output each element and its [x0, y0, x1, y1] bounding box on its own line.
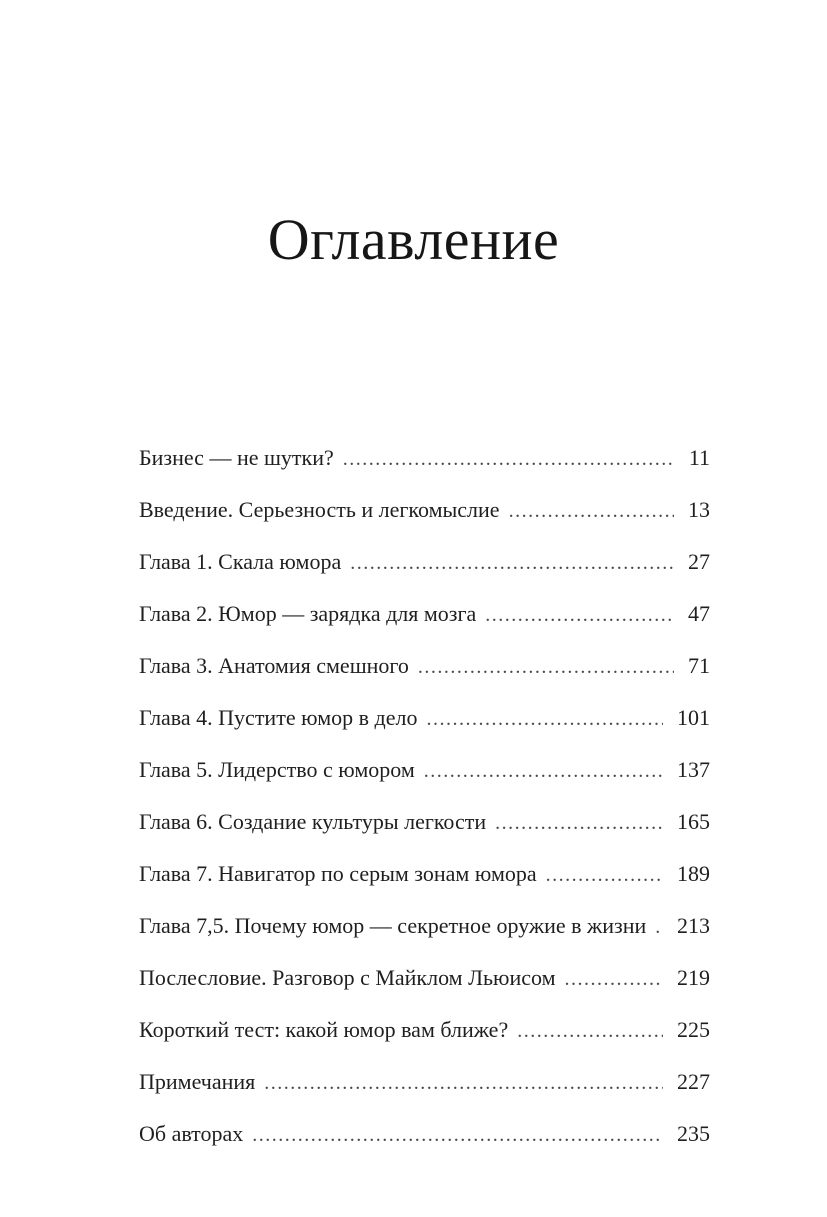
toc-entry-page-number: 13: [688, 496, 710, 522]
dot-leader: [565, 967, 663, 990]
toc-entry[interactable]: [139, 860, 710, 886]
toc-entry[interactable]: [139, 548, 710, 574]
dot-leader: [350, 551, 674, 574]
toc-entry-page-number: 71: [688, 652, 710, 678]
toc-entry-page-number: 47: [688, 600, 710, 626]
page-title: Оглавление: [267, 207, 560, 272]
toc-entry-label: Бизнес — не шутки?: [139, 444, 334, 470]
toc-entry-label: Глава 3. Анатомия смешного: [139, 652, 409, 678]
toc-entry-page-number: 101: [677, 704, 710, 730]
toc-entry-label: Глава 6. Создание культуры легкости: [139, 808, 487, 834]
table-of-contents: [139, 444, 710, 1146]
toc-entry-label: Примечания: [139, 1068, 256, 1094]
toc-entry-label: Короткий тест: какой юмор вам ближе?: [139, 1016, 509, 1042]
toc-entry-label: Об авторах: [139, 1120, 244, 1146]
toc-entry-label: Послесловие. Разговор с Майклом Льюисом: [139, 964, 556, 990]
dot-leader: [426, 707, 663, 730]
dot-leader: [485, 603, 674, 626]
toc-entry-label: Глава 4. Пустите юмор в дело: [139, 704, 418, 730]
toc-entry[interactable]: [139, 704, 710, 730]
dot-leader: [546, 863, 663, 886]
toc-entry-page-number: 227: [677, 1068, 710, 1094]
toc-entry[interactable]: [139, 1120, 710, 1146]
dot-leader: [264, 1071, 663, 1094]
toc-entry-label: Глава 5. Лидерство с юмором: [139, 756, 415, 782]
dot-leader: [655, 915, 663, 938]
toc-entry-label: Глава 7. Навигатор по серым зонам юмора: [139, 860, 537, 886]
toc-entry-page-number: 189: [677, 860, 710, 886]
toc-entry-page-number: 11: [688, 444, 710, 470]
toc-entry-page-number: 213: [677, 912, 710, 938]
toc-entry[interactable]: [139, 912, 710, 938]
toc-entry-page-number: 225: [677, 1016, 710, 1042]
toc-entry-page-number: 165: [677, 808, 710, 834]
toc-entry-label: Глава 7,5. Почему юмор — секретное оружие в жизни: [139, 912, 647, 938]
toc-entry[interactable]: [139, 652, 710, 678]
toc-entry-label: Глава 2. Юмор — зарядка для мозга: [139, 600, 477, 626]
toc-entry-page-number: 27: [688, 548, 710, 574]
toc-entry-page-number: 235: [677, 1120, 710, 1146]
dot-leader: [424, 759, 663, 782]
toc-entry-label: Глава 1. Скала юмора: [139, 548, 342, 574]
dot-leader: [509, 499, 674, 522]
toc-entry[interactable]: [139, 1068, 710, 1094]
dot-leader: [418, 655, 674, 678]
toc-entry-page-number: 137: [677, 756, 710, 782]
dot-leader: [252, 1123, 663, 1146]
dot-leader: [517, 1019, 663, 1042]
toc-entry-page-number: 219: [677, 964, 710, 990]
toc-entry-label: Введение. Серьезность и легкомыслие: [139, 496, 500, 522]
toc-entry[interactable]: [139, 1016, 710, 1042]
toc-entry[interactable]: [139, 808, 710, 834]
toc-entry[interactable]: [139, 496, 710, 522]
dot-leader: [495, 811, 663, 834]
toc-entry[interactable]: [139, 600, 710, 626]
toc-entry[interactable]: [139, 756, 710, 782]
toc-entry[interactable]: [139, 444, 710, 470]
dot-leader: [343, 447, 675, 470]
toc-entry[interactable]: [139, 964, 710, 990]
